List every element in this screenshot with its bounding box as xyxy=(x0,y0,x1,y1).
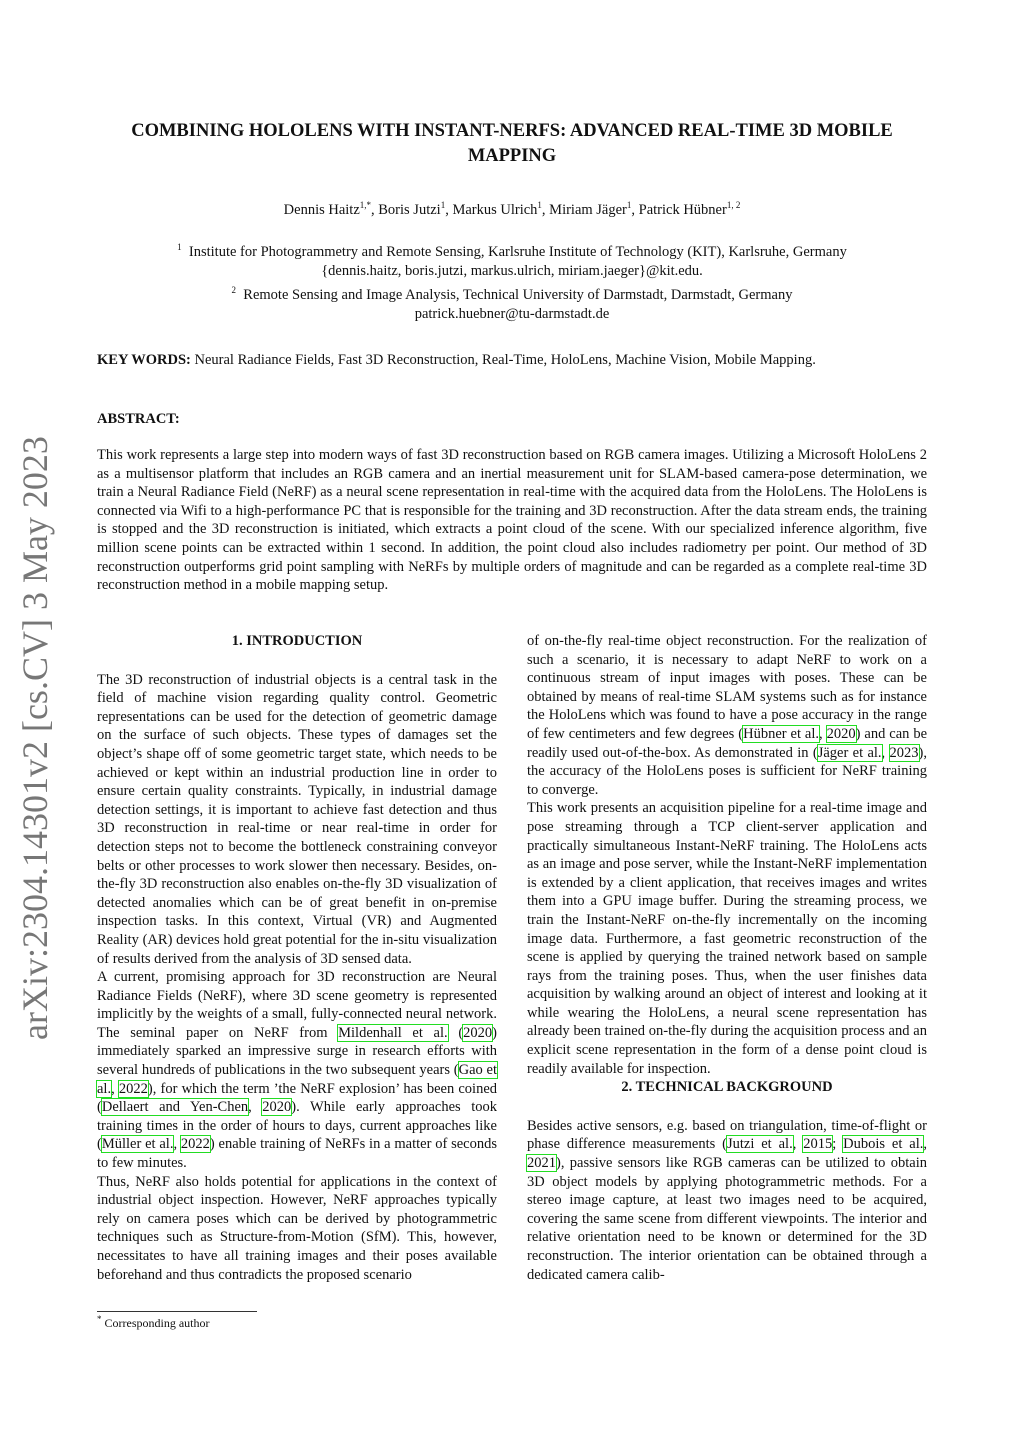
footnote-text: Corresponding author xyxy=(104,1316,210,1330)
affil-text: Remote Sensing and Image Analysis, Technical University of Darmstadt, Darmstadt, Germany xyxy=(243,286,793,303)
author-list: Dennis Haitz$^{1,*}$, Boris Jutzi$^1$, Markus Ulrich$^1$, Miriam Jäger$^1$, Patrick Hübner$^{1, 2}$ xyxy=(283,200,741,218)
citation-link[interactable]: Gao et al. xyxy=(97,1062,497,1097)
paragraph-text: Besides active sensors, e.g. based on triangulation, time-of-flight or phase difference measurements ( xyxy=(527,1117,927,1153)
keywords-text: Neural Radiance Fields, Fast 3D Reconstruction, Real-Time, HoloLens, Machine Vision, Mobile Mapping. xyxy=(194,352,816,368)
keywords-label: KEY WORDS: xyxy=(97,352,191,368)
paragraph-text: ) enable training of NeRFs in a matter of seconds to few minutes. xyxy=(97,1136,497,1172)
paragraph-text: Thus, NeRF also holds potential for applications in the context of industrial object inspection. However, NeRF approaches typically rely on camera poses which can be derived by photogrammetric techniques such as Structure-from-Motion (SfM). This, however, necessitates to have all training images and their poses available beforehand and thus contradicts the proposed scenario xyxy=(97,1173,497,1283)
paragraph-text: The 3D reconstruction of industrial objects is a central task in the field of machine vision regarding quality control. Geometric representations can be used for the detection of geometric damage on the surface of such objects. These types of damages set the object’s shape off of some geometric target state, which needs to be achieved or kept within an industrial production line in order to ensure certain quality constraints. Typically, in industrial damage detection settings, it is important to achieve fast detection and thus 3D reconstruction in real-time or near real-time in order for detection steps not to become the bottleneck constraining conveyor belts or other processes to work slower then necessary. Besides, on-the-fly 3D reconstruction also enables on-the-fly 3D visualization of detected anomalies which can be of great benefit in on-premise inspection tasks. In this context, Virtual (VR) and Augmented Reality (AR) devices hold great potential for the in-situ visualization of results derived from the analysis of 3D sensed data. xyxy=(97,671,497,967)
affil-num: 2 xyxy=(231,284,237,295)
affil-text: Institute for Photogrammetry and Remote Sensing, Karlsruhe Institute of Technology (KIT), Karlsruhe, Germany xyxy=(188,243,847,260)
paragraph-text: , xyxy=(173,1136,181,1153)
footnote xyxy=(97,1314,209,1331)
paragraph-text: ) immediately sparked an impressive surge in research efforts with several hundreds of publications in the two subsequent years ( xyxy=(97,1024,497,1079)
footnote-mark: * xyxy=(97,1314,102,1324)
paper-title: COMBINING HOLOLENS WITH INSTANT-NERFS: ADVANCED REAL-TIME 3D MOBILE MAPPING xyxy=(131,121,893,166)
citation-link[interactable]: Müller et al. xyxy=(101,1136,174,1153)
author-affil-mark: 1 xyxy=(440,200,446,210)
author-affil-mark: 1, 2 xyxy=(726,200,741,210)
paragraph-text: ), the accuracy of the HoloLens poses is sufficient for NeRF training to converge. xyxy=(527,744,927,798)
keywords xyxy=(97,352,927,369)
paragraph-text: A current, promising approach for 3D reconstruction are Neural Radiance Fields (NeRF), where 3D scene geometry is represented implicitly by the weights of a small, fully-connected neural network. The seminal paper on NeRF from xyxy=(97,969,497,1041)
author-affil-mark: 1 xyxy=(537,200,542,210)
paragraph-text: ), for which the term ’the NeRF explosion’ has been coined ( xyxy=(97,1080,498,1116)
author-name: Dennis Haitz xyxy=(283,201,360,218)
paragraph-text: This work presents an acquisition pipeline for a real-time image and pose streaming through a TCP client-server application and practically simultaneous Instant-NeRF training. The HoloLens acts as an image and pose server, while the Instant-NeRF implementation is extended by a client application, that receives images and writes them into a GPU image buffer. During the streaming process, we train the Instant-NeRF on-the-fly incrementally on the incoming image data. Furthermore, a fast geometric reconstruction of the scene is applied by querying the trained network based on sample rays from the training poses. Thus, when the user finishes data acquisition by walking around an object of interest and looking at it while wearing the HoloLens, a neural scene representation has already been trained on-the-fly during the acquisition process and an explicit scene representation in the form of a dense point cloud is readily available for inspection. xyxy=(527,800,927,1077)
paragraph xyxy=(97,968,497,1173)
citation-link[interactable]: 2015 xyxy=(803,1136,833,1153)
paragraph-text: , xyxy=(111,1080,119,1097)
paragraph xyxy=(527,632,927,799)
paragraph-text: ; xyxy=(832,1136,844,1153)
paragraph-text: , xyxy=(248,1099,263,1116)
affil-num: 1 xyxy=(177,242,182,252)
citation-link[interactable]: Hübner et al. xyxy=(743,725,820,742)
paragraph-text: ). While early approaches took training times in the order of hours to days, current approaches like ( xyxy=(97,1099,498,1153)
citation-link[interactable]: 2020 xyxy=(262,1099,292,1116)
citation-link[interactable]: Jäger et al. xyxy=(817,744,882,761)
affil-email: {dennis.haitz, boris.jutzi, markus.ulrich, miriam.jaeger}@kit.edu. xyxy=(321,262,703,279)
paragraph-text: , xyxy=(881,744,890,761)
paragraph-text: , xyxy=(819,725,827,742)
footnote-rule xyxy=(97,1311,257,1312)
author-name: Miriam Jäger xyxy=(549,201,627,218)
paragraph xyxy=(527,799,927,1078)
paragraph-text: ) and can be readily used out-of-the-box. As demonstrated in ( xyxy=(527,725,928,761)
paragraph-text: , xyxy=(923,1136,927,1153)
citation-link[interactable]: 2021 xyxy=(527,1155,556,1172)
affil-email: patrick.huebner@tu-darmstadt.de xyxy=(414,305,610,322)
citation-link[interactable]: Mildenhall et al. xyxy=(338,1024,448,1041)
abstract-text: This work represents a large step into modern ways of fast 3D reconstruction based on RGB camera images. Utilizing a Microsoft HoloLens 2 as a multisensor platform that includes an RGB camera and an inertial measurement unit for SLAM-based camera-pose determination, we train a Neural Radiance Field (NeRF) as a neural scene representation in real-time with the acquired data from the HoloLens. The HoloLens is connected via Wifi to a high-performance PC that is responsible for the training and 3D reconstruction. After the data stream ends, the training is stopped and the 3D reconstruction is initiated, which extracts a point cloud of the scene. With our specialized inference algorithm, five million scene points can be extracted within 1 second. In addition, the point cloud also includes radiometry per point. Our method of 3D reconstruction outperforms grid point sampling with NeRFs by multiple orders of magnitude and can be regarded as a complete real-time 3D reconstruction method in a mobile mapping setup. xyxy=(97,447,927,594)
arxiv-stamp: arXiv:2304.14301v2 [cs.CV] 3 May 2023 xyxy=(15,436,55,1040)
author-affil-mark: 1,* xyxy=(359,200,372,210)
citation-link[interactable]: 2022 xyxy=(180,1136,210,1153)
author-affil-mark: 1 xyxy=(626,200,632,210)
affiliation-2 xyxy=(100,281,924,305)
paragraph xyxy=(97,1173,497,1285)
section-heading: 2. TECHNICAL BACKGROUND xyxy=(621,1079,833,1096)
affiliation-1 xyxy=(100,238,924,262)
author-name: Markus Ulrich xyxy=(452,201,538,218)
paragraph-text: of on-the-fly real-time object reconstruction. For the realization of such a scenario, it is necessary to adapt NeRF to work on a continuous stream of input images with poses. These can be obtained by means of real-time SLAM systems such as for instance the HoloLens which was found to have a pose accuracy in the range of few centimeters and few degrees ( xyxy=(527,633,927,742)
author-name: Boris Jutzi xyxy=(378,201,441,218)
left-column xyxy=(97,632,497,1284)
affiliations xyxy=(100,238,924,324)
citation-link[interactable]: 2020 xyxy=(463,1024,493,1041)
citation-link[interactable]: Jutzi et al. xyxy=(726,1136,793,1153)
paragraph-text: ), passive sensors like RGB cameras can be utilized to obtain 3D object models by applying photogrammetric methods. For a stereo image capture, at least two images need to be acquired, covering the same scene from different viewpoints. The interior and relative orientation need to be known or determined for the 3D reconstruction. The interior orientation can be obtained through a dedicated camera calib- xyxy=(527,1155,927,1283)
section-heading: 1. INTRODUCTION xyxy=(231,633,363,649)
citation-link[interactable]: Dubois et al. xyxy=(843,1136,924,1153)
abstract-heading: ABSTRACT: xyxy=(97,411,180,427)
citation-link[interactable]: 2023 xyxy=(889,744,919,761)
paragraph-text: , xyxy=(792,1136,804,1153)
paragraph xyxy=(527,1117,927,1284)
paragraph xyxy=(97,671,497,969)
citation-link[interactable]: 2022 xyxy=(118,1080,148,1097)
citation-link[interactable]: Dellaert and Yen-Chen xyxy=(101,1099,249,1116)
right-column xyxy=(527,632,927,1284)
citation-link[interactable]: 2020 xyxy=(826,725,856,742)
paragraph-text: ( xyxy=(447,1024,464,1041)
author-name: Patrick Hübner xyxy=(638,201,727,218)
